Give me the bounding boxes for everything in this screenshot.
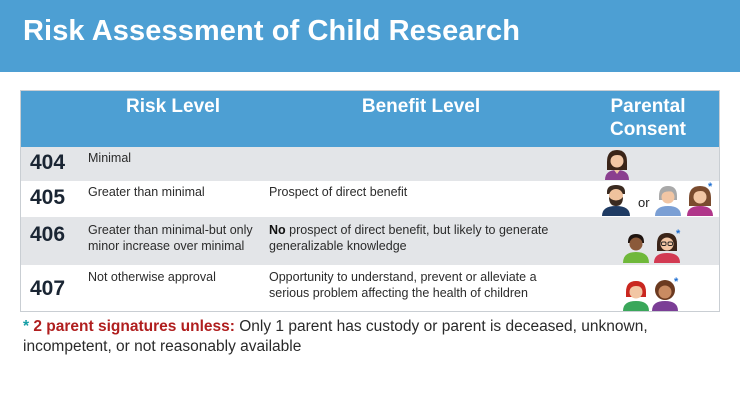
row-code: 407 bbox=[30, 277, 66, 300]
table-row bbox=[21, 147, 719, 181]
benefit-cell bbox=[269, 269, 569, 301]
benefit-text: prospect of direct benefit, but likely to generate generalizable knowledge bbox=[269, 223, 549, 253]
table-row bbox=[21, 217, 719, 265]
risk-cell: Greater than minimal bbox=[88, 185, 205, 199]
benefit-text: Prospect of direct benefit bbox=[269, 185, 408, 199]
risk-table bbox=[20, 90, 720, 312]
benefit-bold: No bbox=[269, 223, 286, 237]
row-code: 405 bbox=[30, 186, 66, 209]
header-parental-consent: Parental Consent bbox=[610, 96, 686, 140]
man-avatar-icon bbox=[621, 231, 651, 263]
footnote-asterisk: * bbox=[23, 318, 30, 335]
asterisk-marker: * bbox=[676, 228, 681, 240]
footnote bbox=[23, 317, 723, 357]
benefit-cell bbox=[269, 222, 569, 254]
woman-avatar-icon bbox=[605, 150, 629, 180]
table-row bbox=[21, 265, 719, 311]
or-label: or bbox=[638, 195, 650, 210]
row-code: 404 bbox=[30, 151, 66, 174]
benefit-cell bbox=[269, 184, 569, 200]
risk-cell: Not otherwise approval bbox=[88, 270, 216, 284]
benefit-text: Opportunity to understand, prevent or alleviate a serious problem affecting the health of children bbox=[269, 270, 537, 300]
slide-title: Risk Assessment of Child Research bbox=[23, 15, 521, 47]
title-bar bbox=[0, 0, 740, 72]
risk-cell: Greater than minimal-but only minor increase over minimal bbox=[88, 223, 253, 253]
asterisk-marker: * bbox=[708, 181, 713, 193]
red-hair-woman-avatar-icon bbox=[621, 279, 651, 311]
row-code: 406 bbox=[30, 223, 66, 246]
footnote-text: Only 1 parent has custody or parent is deceased, unknown, incompetent, or not reasonably available bbox=[23, 318, 648, 355]
bearded-man-avatar-icon bbox=[599, 182, 633, 216]
risk-cell: Minimal bbox=[88, 151, 132, 165]
header-risk-level: Risk Level bbox=[126, 96, 220, 117]
single-parent-avatar-icon bbox=[603, 148, 631, 180]
gray-hair-woman-avatar-icon bbox=[653, 184, 683, 216]
table-header bbox=[21, 91, 719, 147]
header-benefit-level: Benefit Level bbox=[361, 96, 481, 117]
asterisk-marker: * bbox=[674, 276, 679, 288]
footnote-bold: 2 parent signatures unless: bbox=[33, 318, 235, 335]
table-row bbox=[21, 181, 719, 217]
